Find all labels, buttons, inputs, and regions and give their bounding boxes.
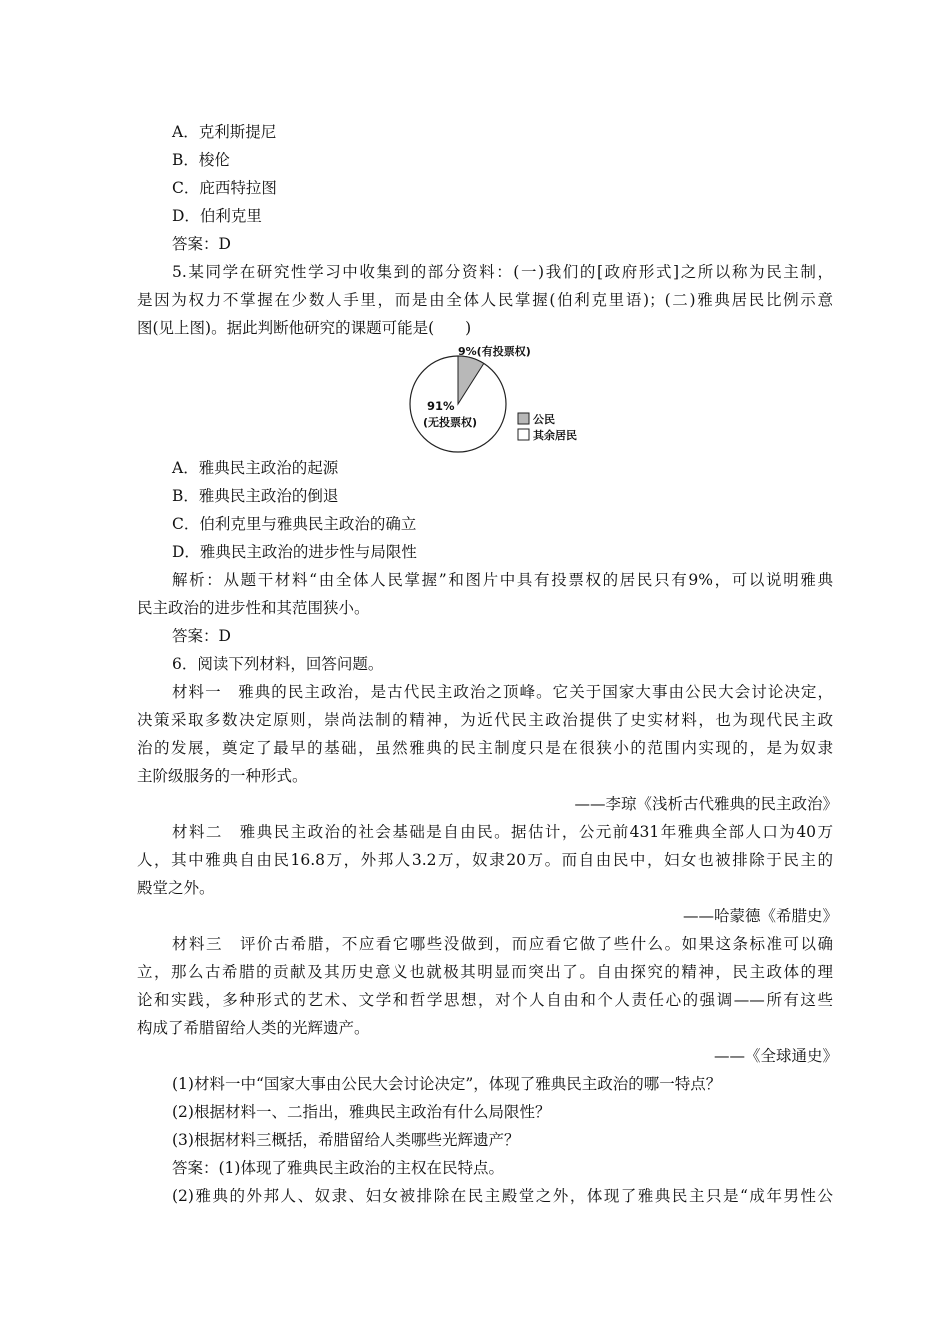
q6-material2-line-2: 人，其中雅典自由民16.8万，外邦人3.2万，奴隶20万。而自由民中，妇女也被排除于民主的 <box>137 851 833 869</box>
q4-answer: 答案：D <box>172 235 231 253</box>
q5-analysis-line-1: 解析：从题干材料“由全体人民掌握”和图片中具有投票权的居民只有9%，可以说明雅典 <box>172 571 833 589</box>
q6-material2-line-3: 殿堂之外。 <box>137 879 215 897</box>
q6-material3-line-1: 材料三 评价古希腊，不应看它哪些没做到，而应看它做了些什么。如果这条标准可以确 <box>172 935 833 953</box>
q6-material3-line-4: 构成了希腊留给人类的光辉遗产。 <box>137 1019 370 1037</box>
q6-material1-line-1: 材料一 雅典的民主政治，是古代民主政治之顶峰。它关于国家大事由公民大会讨论决定， <box>172 683 833 701</box>
q5-option-d: D．雅典民主政治的进步性与局限性 <box>172 543 417 561</box>
q4-option-d: D．伯利克里 <box>172 207 262 225</box>
q5-stem-line-2: 是因为权力不掌握在少数人手里，而是由全体人民掌握(伯利克里语)；(二)雅典居民比例示意 <box>137 291 833 309</box>
q6-material2-line-1: 材料二 雅典民主政治的社会基础是自由民。据估计，公元前431年雅典全部人口为40万 <box>172 823 833 841</box>
q6-material3-line-2: 立，那么古希腊的贡献及其历史意义也就极其明显而突出了。自由探究的精神，民主政体的理 <box>137 963 833 981</box>
q6-material1-source: ——李琼《浅析古代雅典的民主政治》 <box>574 795 838 813</box>
q6-material3-line-3: 论和实践，多种形式的艺术、文学和哲学思想，对个人自由和个人责任心的强调——所有这些 <box>137 991 833 1009</box>
label-others-note: (无投票权) <box>423 416 478 429</box>
q6-material1-line-3: 治的发展，奠定了最早的基础，虽然雅典的民主制度只是在很狭小的范围内实现的，是为奴隶 <box>137 739 833 757</box>
q6-question-3: (3)根据材料三概括，希腊留给人类哪些光辉遗产？ <box>172 1131 520 1149</box>
q6-material1-line-4: 主阶级服务的一种形式。 <box>137 767 308 785</box>
q6-answer-line-1: 答案：(1)体现了雅典民主政治的主权在民特点。 <box>172 1159 504 1177</box>
q6-material2-source: ——哈蒙德《希腊史》 <box>682 907 838 925</box>
q5-stem-line-3: 图(见上图)。据此判断他研究的课题可能是( ) <box>137 319 472 337</box>
legend-swatch-citizens <box>518 413 529 424</box>
label-citizens: 9%(有投票权) <box>458 345 531 358</box>
q5-answer: 答案：D <box>172 627 231 645</box>
q5-option-b: B．雅典民主政治的倒退 <box>172 487 339 505</box>
legend-others: 其余居民 <box>533 429 577 442</box>
q6-material1-line-2: 决策采取多数决定原则，崇尚法制的精神，为近代民主政治提供了史实材料，也为现代民主政 <box>137 711 833 729</box>
athens-residents-pie-chart <box>408 340 608 456</box>
q4-option-c: C．庇西特拉图 <box>172 179 277 197</box>
q6-answer-line-2: (2)雅典的外邦人、奴隶、妇女被排除在民主殿堂之外，体现了雅典民主只是“成年男性公 <box>172 1187 833 1205</box>
q4-option-a: A．克利斯提尼 <box>172 123 277 141</box>
q4-option-b: B．梭伦 <box>172 151 230 169</box>
q6-intro: 6．阅读下列材料，回答问题。 <box>172 655 384 673</box>
q5-stem-line-1: 5.某同学在研究性学习中收集到的部分资料：(一)我们的[政府形式]之所以称为民主制， <box>172 263 833 281</box>
q6-question-2: (2)根据材料一、二指出，雅典民主政治有什么局限性？ <box>172 1103 551 1121</box>
q5-option-c: C．伯利克里与雅典民主政治的确立 <box>172 515 417 533</box>
legend-citizens: 公民 <box>533 413 555 426</box>
q6-question-1: (1)材料一中“国家大事由公民大会讨论决定”，体现了雅典民主政治的哪一特点？ <box>172 1075 722 1093</box>
q6-material3-source: ——《全球通史》 <box>713 1047 838 1065</box>
q5-option-a: A．雅典民主政治的起源 <box>172 459 339 477</box>
label-others-percent: 91% <box>427 399 455 413</box>
legend-swatch-others <box>518 429 529 440</box>
q5-analysis-line-2: 民主政治的进步性和其范围狭小。 <box>137 599 370 617</box>
